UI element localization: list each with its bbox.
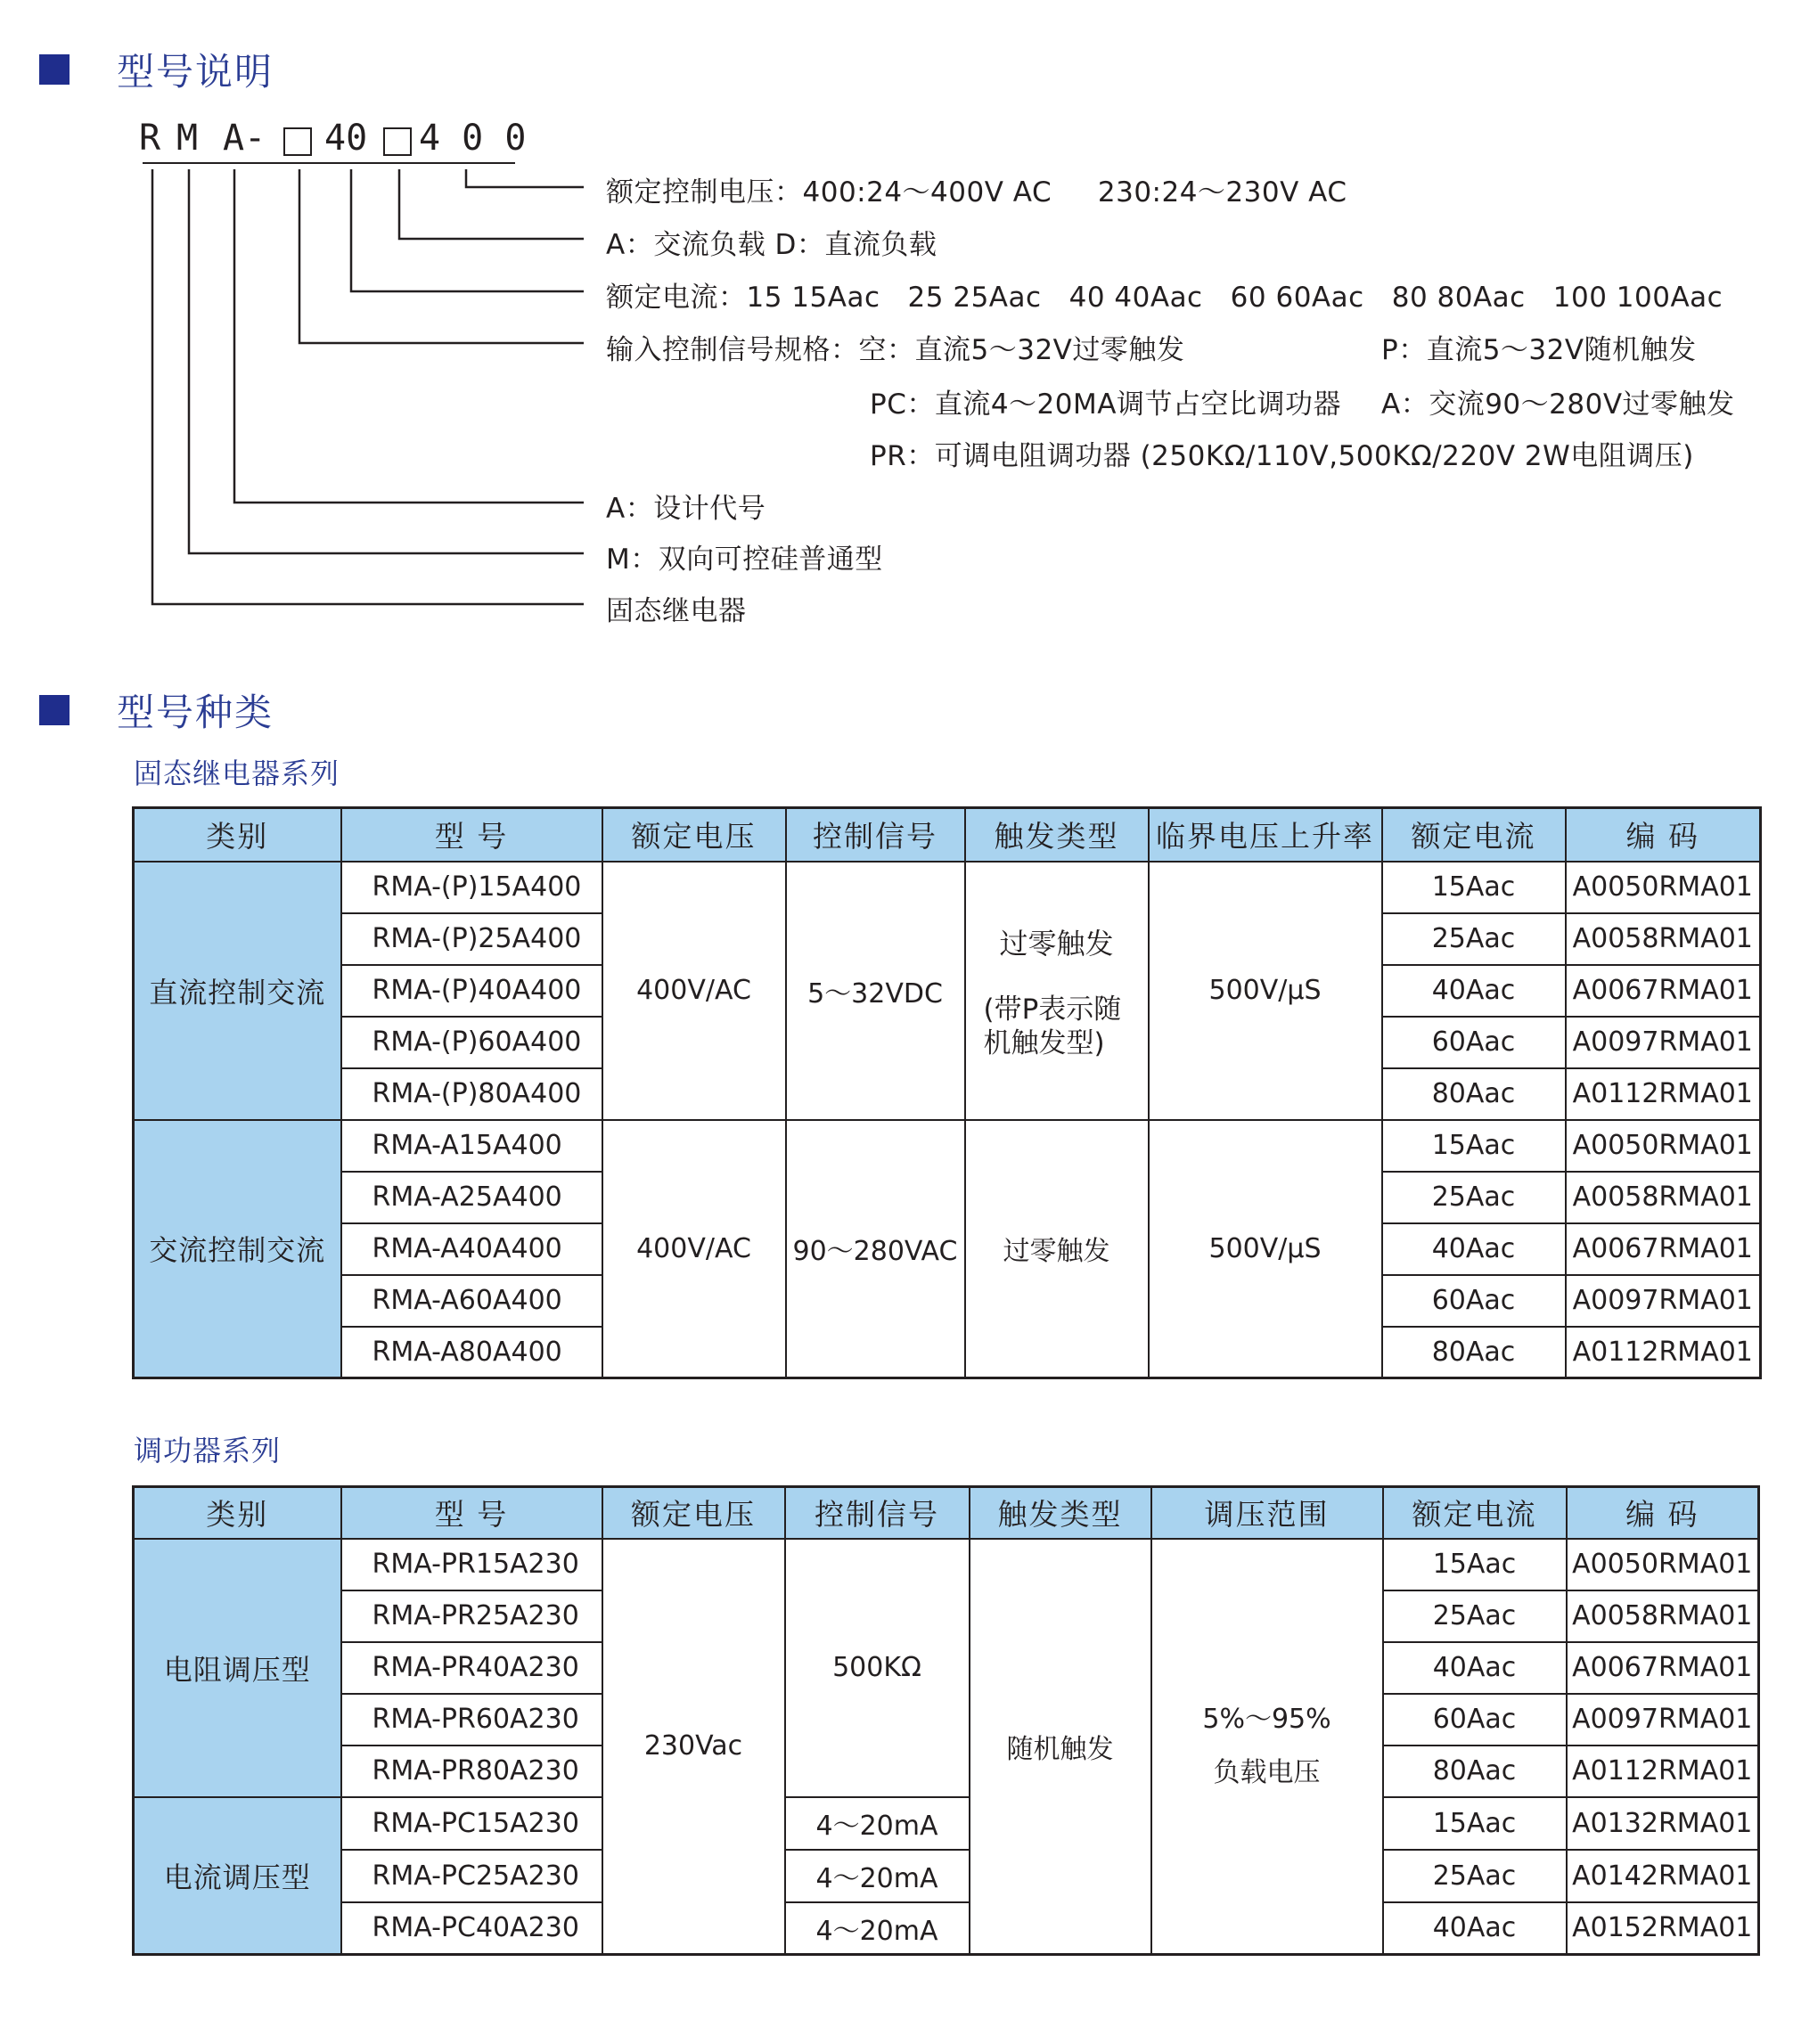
model-cell: RMA-(P)25A400: [341, 913, 602, 965]
model-cell: RMA-PR25A230: [341, 1590, 602, 1642]
header-category: 类别: [134, 808, 341, 862]
rate-cell: 500V/μS: [1149, 862, 1382, 1120]
table1-subtitle: 固态继电器系列: [134, 756, 340, 790]
current-cell: 25Aac: [1383, 1850, 1567, 1902]
desc-input-signal-pc: PC：直流4～20MA调节占空比调功器: [870, 388, 1341, 421]
code-cell: A0058RMA01: [1566, 1172, 1761, 1223]
model-cell: RMA-A15A400: [341, 1120, 602, 1172]
code-number-40: 40: [324, 118, 368, 159]
section-header-model-types: [39, 683, 274, 737]
current-cell: 40Aac: [1382, 965, 1566, 1017]
trigger-note: (带P表示随机触发型): [983, 993, 1122, 1059]
model-cell: RMA-(P)40A400: [341, 965, 602, 1017]
current-cell: 60Aac: [1382, 1275, 1566, 1327]
header-control-signal: 控制信号: [786, 808, 965, 862]
table-row: [134, 1797, 1759, 1850]
code-letter-r: R: [139, 118, 161, 159]
current-cell: 40Aac: [1383, 1642, 1567, 1694]
code-cell: A0058RMA01: [1566, 913, 1761, 965]
model-cell: RMA-PR40A230: [341, 1642, 602, 1694]
current-cell: 80Aac: [1382, 1327, 1566, 1378]
model-cell: RMA-(P)80A400: [341, 1068, 602, 1120]
header-model: 型 号: [341, 1487, 602, 1539]
header-regulation-range: 调压范围: [1151, 1487, 1383, 1539]
code-cell: A0050RMA01: [1566, 1120, 1761, 1172]
voltage-cell: 400V/AC: [602, 862, 786, 1120]
table-header-row: [134, 808, 1761, 862]
current-cell: 25Aac: [1382, 1172, 1566, 1223]
current-cell: 80Aac: [1383, 1746, 1567, 1797]
desc-input-signal-a: A：交流90～280V过零触发: [1381, 388, 1735, 421]
code-cell: A0067RMA01: [1566, 1223, 1761, 1275]
code-cell: A0058RMA01: [1567, 1590, 1759, 1642]
table-header-row: [134, 1487, 1759, 1539]
signal-cell: 500KΩ: [785, 1539, 970, 1797]
voltage-cell: 230Vac: [602, 1539, 785, 1955]
range-cell: [1151, 1539, 1383, 1955]
desc-input-signal: 输入控制信号规格：空：直流5～32V过零触发: [606, 334, 1185, 366]
current-cell: 60Aac: [1382, 1017, 1566, 1068]
code-cell: A0112RMA01: [1566, 1068, 1761, 1120]
code-cell: A0067RMA01: [1566, 965, 1761, 1017]
current-cell: 15Aac: [1382, 1120, 1566, 1172]
desc-rated-current: 额定电流：15 15Aac 25 25Aac 40 40Aac 60 60Aac 80 80Aac 100 100Aac: [606, 282, 1723, 314]
header-control-signal: 控制信号: [785, 1487, 970, 1539]
code-cell: A0112RMA01: [1566, 1327, 1761, 1378]
range-percent: 5%～95%: [1202, 1703, 1331, 1735]
code-letter-m: M: [176, 118, 199, 159]
category-cell: 电流调压型: [134, 1797, 341, 1955]
model-cell: RMA-A40A400: [341, 1223, 602, 1275]
table-row: [134, 1902, 1759, 1955]
model-cell: RMA-(P)15A400: [341, 862, 602, 913]
signal-cell: 4～20mA: [785, 1850, 970, 1902]
header-rated-voltage: 额定电压: [602, 808, 786, 862]
code-cell: A0132RMA01: [1567, 1797, 1759, 1850]
current-cell: 15Aac: [1383, 1539, 1567, 1590]
trigger-cell: [965, 862, 1149, 1120]
rate-cell: 500V/μS: [1149, 1120, 1382, 1378]
header-dv-dt: 临界电压上升率: [1149, 808, 1382, 862]
current-cell: 15Aac: [1382, 862, 1566, 913]
current-cell: 15Aac: [1383, 1797, 1567, 1850]
model-cell: RMA-A60A400: [341, 1275, 602, 1327]
model-cell: RMA-PC25A230: [341, 1850, 602, 1902]
code-cell: A0112RMA01: [1567, 1746, 1759, 1797]
header-code: 编 码: [1567, 1487, 1759, 1539]
code-cell: A0142RMA01: [1567, 1850, 1759, 1902]
header-category: 类别: [134, 1487, 341, 1539]
table-row: [134, 1120, 1761, 1172]
signal-cell: 4～20mA: [785, 1797, 970, 1850]
model-cell: RMA-(P)60A400: [341, 1017, 602, 1068]
power-regulator-series-table: [132, 1485, 1760, 1956]
code-cell: A0067RMA01: [1567, 1642, 1759, 1694]
table-row: [134, 1850, 1759, 1902]
desc-rated-control-voltage: 额定控制电压：400:24～400V AC 230:24～230V AC: [606, 176, 1347, 208]
model-cell: RMA-A80A400: [341, 1327, 602, 1378]
code-cell: A0097RMA01: [1567, 1694, 1759, 1746]
desc-load-type: A：交流负载 D：直流负载: [606, 229, 937, 261]
header-rated-voltage: 额定电压: [602, 1487, 785, 1539]
signal-cell: 4～20mA: [785, 1902, 970, 1955]
range-load-voltage: 负载电压: [1213, 1756, 1321, 1788]
desc-design-code: A：设计代号: [606, 493, 766, 525]
section-title: 型号种类: [117, 691, 274, 734]
category-cell: 交流控制交流: [134, 1120, 341, 1378]
table-row: [134, 862, 1761, 913]
ssr-series-table: [132, 806, 1762, 1379]
signal-cell: 90～280VAC: [786, 1120, 965, 1378]
code-number-400: 4 0 0: [419, 118, 527, 159]
current-cell: 80Aac: [1382, 1068, 1566, 1120]
model-cell: RMA-PR80A230: [341, 1746, 602, 1797]
header-trigger-type: 触发类型: [970, 1487, 1151, 1539]
header-code: 编 码: [1566, 808, 1761, 862]
model-cell: RMA-A25A400: [341, 1172, 602, 1223]
current-cell: 25Aac: [1383, 1590, 1567, 1642]
code-cell: A0050RMA01: [1567, 1539, 1759, 1590]
current-cell: 40Aac: [1382, 1223, 1566, 1275]
desc-input-signal-pr: PR：可调电阻调功器 (250KΩ/110V,500KΩ/220V 2W电阻调压): [870, 440, 1694, 472]
header-model: 型 号: [341, 808, 602, 862]
connector-lines-svg: [0, 0, 1793, 642]
table2-subtitle: 调功器系列: [134, 1434, 282, 1468]
code-cell: A0097RMA01: [1566, 1017, 1761, 1068]
header-rated-current: 额定电流: [1382, 808, 1566, 862]
desc-triac-type: M：双向可控硅普通型: [606, 544, 883, 576]
model-cell: RMA-PC15A230: [341, 1797, 602, 1850]
category-cell: 直流控制交流: [134, 862, 341, 1120]
trigger-text: 过零触发: [999, 926, 1114, 961]
code-cell: A0050RMA01: [1566, 862, 1761, 913]
desc-input-signal-p: P：直流5～32V随机触发: [1381, 334, 1697, 366]
model-cell: RMA-PC40A230: [341, 1902, 602, 1955]
header-rated-current: 额定电流: [1383, 1487, 1567, 1539]
code-letter-a: A-: [223, 118, 266, 159]
current-cell: 40Aac: [1383, 1902, 1567, 1955]
header-trigger-type: 触发类型: [965, 808, 1149, 862]
table-row: [134, 1539, 1759, 1590]
voltage-cell: 400V/AC: [602, 1120, 786, 1378]
desc-solid-state-relay: 固态继电器: [606, 595, 747, 627]
model-cell: RMA-PR60A230: [341, 1694, 602, 1746]
current-cell: 25Aac: [1382, 913, 1566, 965]
current-cell: 60Aac: [1383, 1694, 1567, 1746]
trigger-cell: 过零触发: [965, 1120, 1149, 1378]
signal-cell: 5～32VDC: [786, 862, 965, 1120]
square-bullet-icon: [39, 695, 70, 725]
trigger-cell: 随机触发: [970, 1539, 1151, 1955]
category-cell: 电阻调压型: [134, 1539, 341, 1797]
section-title: 型号说明: [117, 50, 274, 94]
code-cell: A0152RMA01: [1567, 1902, 1759, 1955]
code-cell: A0097RMA01: [1566, 1275, 1761, 1327]
model-cell: RMA-PR15A230: [341, 1539, 602, 1590]
